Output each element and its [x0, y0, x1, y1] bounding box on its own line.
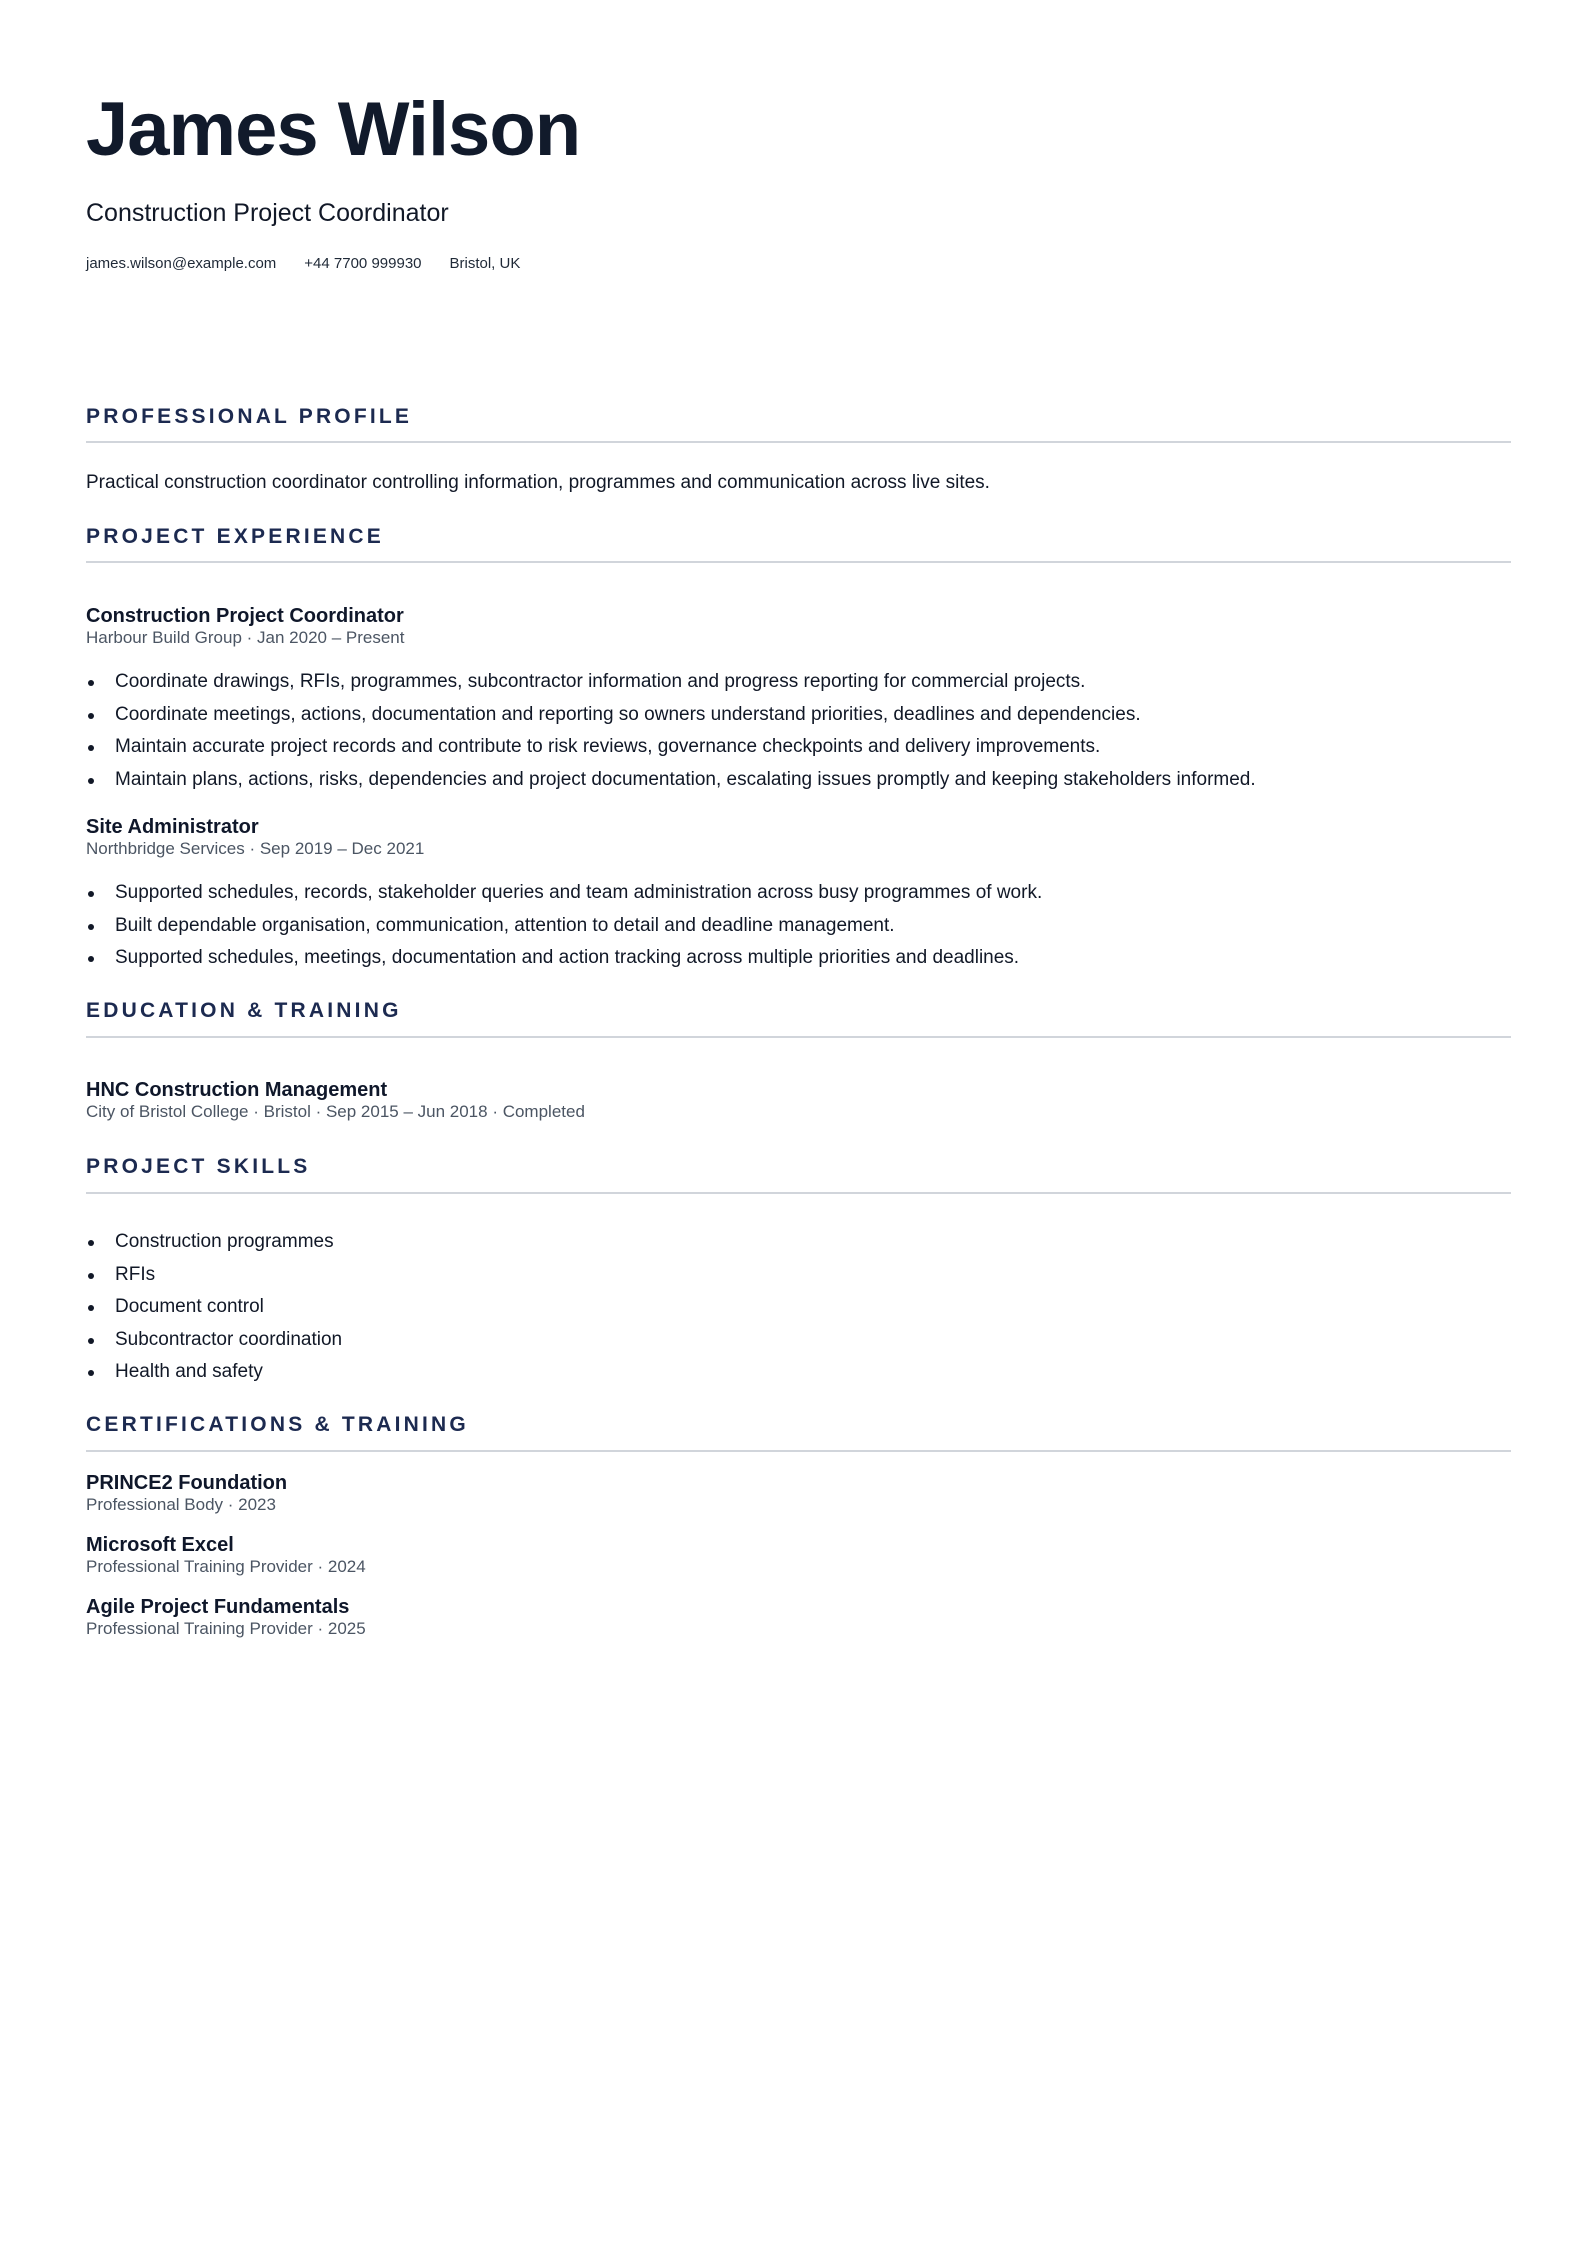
certification-meta: Professional Training Provider · 2025	[86, 1619, 366, 1638]
contact-email[interactable]: james.wilson@example.com	[86, 255, 277, 272]
profile-summary: Practical construction coordinator controlling information, programmes and communication across live sites.	[86, 472, 990, 493]
bullet-icon	[88, 680, 94, 686]
section-heading-education: EDUCATION & TRAINING	[86, 999, 402, 1022]
list-item	[86, 1324, 342, 1357]
list-item	[86, 1226, 342, 1259]
certification-meta: Professional Body · 2023	[86, 1495, 276, 1514]
candidate-name: James Wilson	[86, 87, 581, 172]
bullet-icon	[88, 1273, 94, 1279]
list-item	[86, 1291, 342, 1324]
certification-title: Microsoft Excel	[86, 1534, 234, 1556]
job-meta: Harbour Build Group · Jan 2020 – Present	[86, 628, 405, 647]
bullet-icon	[88, 1305, 94, 1311]
section-heading-experience: PROJECT EXPERIENCE	[86, 525, 384, 548]
skill-text: Health and safety	[115, 1361, 263, 1382]
bullet-text: Maintain plans, actions, risks, dependencies and project documentation, escalating issues promptly and keeping stakeholders informed.	[115, 768, 1256, 790]
job-title: Site Administrator	[86, 816, 259, 838]
bullet-text: Coordinate meetings, actions, documentation and reporting so owners understand priorities, deadlines and dependencies.	[115, 703, 1141, 725]
education-title: HNC Construction Management	[86, 1079, 388, 1101]
job-bullet-list	[86, 666, 1256, 796]
education-meta: City of Bristol College · Bristol · Sep 2015 – Jun 2018 · Completed	[86, 1102, 585, 1121]
section-heading-profile: PROFESSIONAL PROFILE	[86, 405, 413, 428]
section-divider	[86, 1450, 1511, 1452]
section-heading-certifications: CERTIFICATIONS & TRAINING	[86, 1413, 469, 1436]
list-item	[86, 699, 1256, 732]
section-heading-skills: PROJECT SKILLS	[86, 1155, 311, 1178]
bullet-text: Supported schedules, meetings, documentation and action tracking across multiple priorities and deadlines.	[115, 947, 1020, 968]
job-bullet-list	[86, 877, 1042, 975]
bullet-text: Built dependable organisation, communication, attention to detail and deadline management.	[115, 914, 895, 936]
contact-phone[interactable]: +44 7700 999930	[304, 255, 422, 272]
bullet-text: Coordinate drawings, RFIs, programmes, subcontractor information and progress reporting for commercial projects.	[115, 671, 1086, 692]
skills-list	[86, 1226, 342, 1389]
skill-text: Construction programmes	[115, 1231, 334, 1252]
list-item	[86, 942, 1042, 975]
contact-row	[86, 255, 520, 273]
list-item	[86, 666, 1256, 699]
certification-meta: Professional Training Provider · 2024	[86, 1557, 366, 1576]
section-divider	[86, 1192, 1511, 1194]
list-item	[86, 764, 1256, 797]
section-divider	[86, 441, 1511, 443]
bullet-icon	[88, 924, 94, 930]
bullet-icon	[88, 1370, 94, 1376]
list-item	[86, 877, 1042, 910]
bullet-icon	[88, 891, 94, 897]
candidate-title: Construction Project Coordinator	[86, 199, 449, 227]
bullet-icon	[88, 778, 94, 784]
section-divider	[86, 561, 1511, 563]
job-meta: Northbridge Services · Sep 2019 – Dec 2021	[86, 839, 425, 858]
list-item	[86, 910, 1042, 943]
bullet-text: Supported schedules, records, stakeholder queries and team administration across busy programmes of work.	[115, 882, 1043, 903]
skill-text: Subcontractor coordination	[115, 1328, 343, 1350]
skill-text: RFIs	[115, 1263, 156, 1285]
bullet-icon	[88, 745, 94, 751]
section-divider	[86, 1036, 1511, 1038]
list-item	[86, 1356, 342, 1389]
bullet-icon	[88, 956, 94, 962]
bullet-icon	[88, 1338, 94, 1344]
certification-title: PRINCE2 Foundation	[86, 1472, 288, 1494]
list-item	[86, 731, 1256, 764]
bullet-text: Maintain accurate project records and contribute to risk reviews, governance checkpoints and delivery improvements.	[115, 736, 1101, 757]
certification-title: Agile Project Fundamentals	[86, 1596, 350, 1618]
job-title: Construction Project Coordinator	[86, 605, 404, 627]
bullet-icon	[88, 1240, 94, 1246]
list-item	[86, 1259, 342, 1292]
bullet-icon	[88, 713, 94, 719]
skill-text: Document control	[115, 1296, 264, 1317]
contact-location: Bristol, UK	[449, 255, 521, 272]
